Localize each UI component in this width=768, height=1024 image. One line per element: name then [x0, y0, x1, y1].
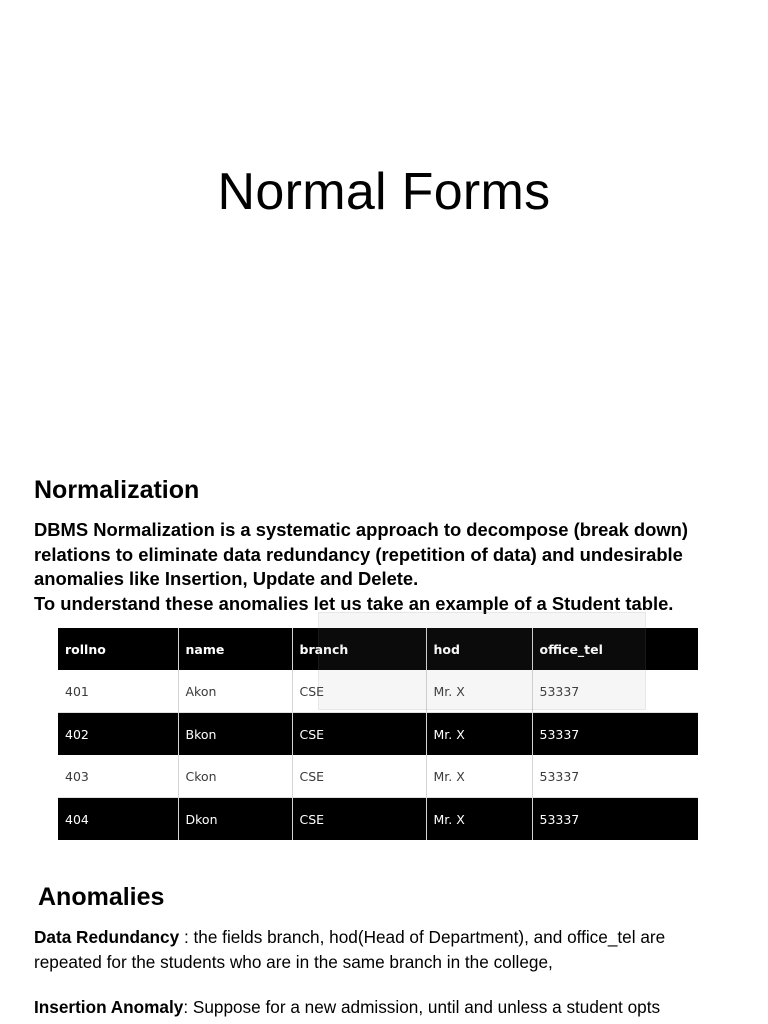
table-row [58, 670, 698, 713]
table-cell: Mr. X [426, 670, 532, 713]
slide-title: Normal Forms [217, 163, 551, 221]
table-cell: 401 [58, 670, 178, 713]
data-redundancy-term: Data Redundancy [34, 927, 180, 947]
table-cell: Ckon [178, 755, 292, 798]
column-header-hod: hod [426, 628, 532, 670]
student-table [58, 628, 698, 840]
table-cell: Mr. X [426, 755, 532, 798]
table-row [58, 713, 698, 756]
table-cell: Dkon [178, 798, 292, 841]
column-header-office-tel: office_tel [539, 641, 603, 657]
table-cell: Mr. X [426, 713, 532, 756]
table-cell: Bkon [178, 713, 292, 756]
table-cell: 53337 [532, 755, 698, 798]
table-row [58, 798, 698, 841]
normalization-intro [34, 518, 734, 616]
example-line: To understand these anomalies let us take an example of a Student table. [34, 592, 674, 614]
anomalies-heading: Anomalies [38, 883, 165, 911]
normalization-heading: Normalization [34, 476, 200, 504]
table-cell: CSE [292, 670, 426, 713]
table-cell: CSE [292, 713, 426, 756]
data-redundancy-text: : the fields branch, hod(Head of Department), and office_tel are [179, 927, 666, 947]
table-cell: 53337 [539, 726, 580, 742]
column-header-branch: branch [292, 628, 426, 670]
table-cell: Mr. X [426, 798, 532, 841]
table-cell: CSE [292, 798, 426, 841]
table-cell: 403 [58, 755, 178, 798]
intro-line: DBMS Normalization is a systematic approach to decompose (break down) [34, 519, 689, 540]
table-cell: CSE [292, 755, 426, 798]
table-cell: 53337 [539, 811, 580, 827]
table-header-row [58, 628, 698, 670]
insertion-anomaly-paragraph [34, 995, 734, 1020]
data-redundancy-text: repeated for the students who are in the same branch in the college, [34, 952, 553, 972]
table-cell: 404 [58, 798, 178, 841]
intro-line: relations to eliminate data redundancy (repetition of data) and undesirable [34, 543, 683, 565]
intro-line: anomalies like Insertion, Update and Delete. [34, 568, 419, 589]
table-cell: 53337 [532, 670, 698, 713]
data-redundancy-paragraph [34, 925, 734, 975]
column-header-name: name [178, 628, 292, 670]
insertion-anomaly-text: : Suppose for a new admission, until and unless a student opts [183, 997, 661, 1017]
table-cell: 402 [58, 713, 178, 756]
insertion-anomaly-term: Insertion Anomaly [34, 997, 184, 1017]
table-row [58, 755, 698, 798]
student-table-image [58, 628, 698, 840]
column-header-rollno: rollno [58, 628, 178, 670]
table-cell: Akon [178, 670, 292, 713]
